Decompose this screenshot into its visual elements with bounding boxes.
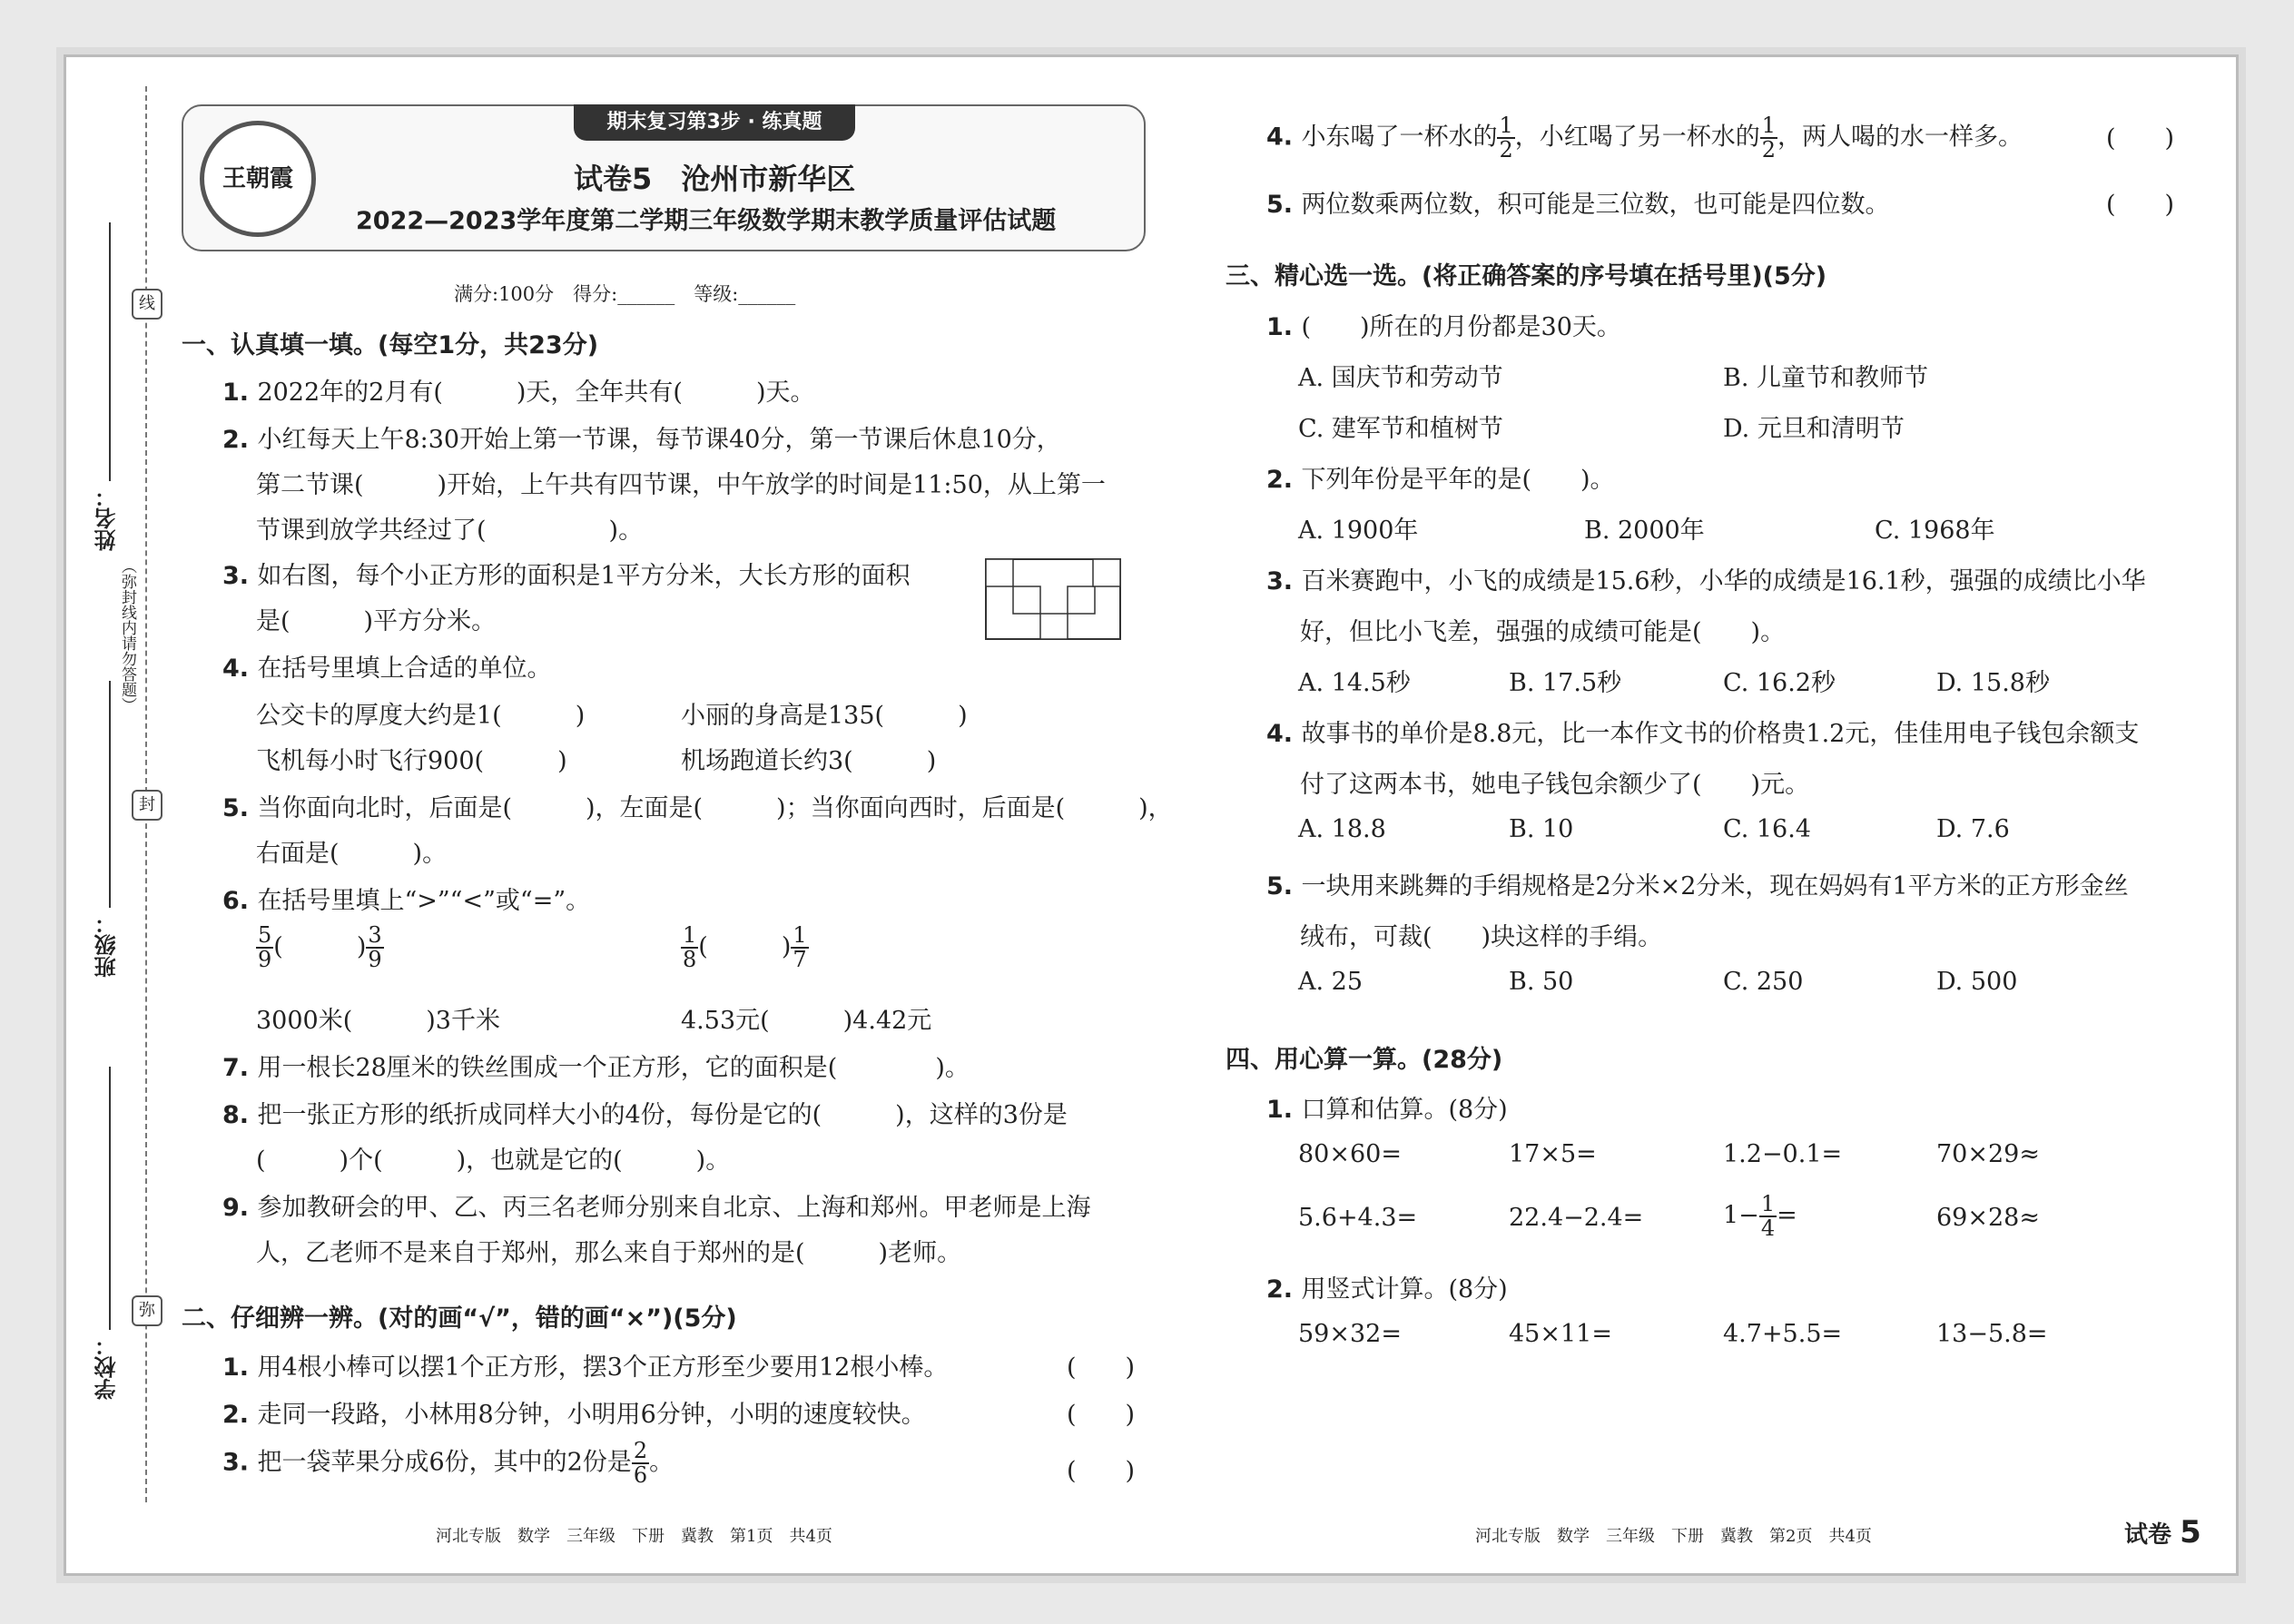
calc-r1c3: 1.2−0.1= <box>1723 1140 1843 1168</box>
s3-q2-optC: C. 1968年 <box>1875 517 1995 545</box>
s3-q5-line1: 一块用来跳舞的手绢规格是2分米×2分米，现在妈妈有1平方米的正方形金丝 <box>1301 872 2129 901</box>
s1-q4d: 机场跑道长约3( ) <box>681 747 937 775</box>
s1-q4b: 小丽的身高是135( ) <box>681 702 968 730</box>
score-line: 满分:100分 得分:______ 等级:______ <box>454 283 796 305</box>
s1-q2-line3: 节课到放学共经过了( )。 <box>256 517 644 545</box>
s3-q1-optD: D. 元旦和清明节 <box>1723 415 1905 443</box>
calc-r1c1: 80×60= <box>1298 1140 1402 1168</box>
calc-r3c3: 4.7+5.5= <box>1723 1320 1843 1348</box>
s3-q5-optC: C. 250 <box>1723 968 1804 996</box>
s3-q4-line1: 故事书的单价是8.8元，比一本作文书的价格贵1.2元，佳佳用电子钱包余额支 <box>1301 720 2140 748</box>
fraction: $\frac{3}{9}$ <box>368 922 382 973</box>
s3-q5-line2: 绒布，可裁( )块这样的手绢。 <box>1300 923 1663 951</box>
s1-q4a: 公交卡的厚度大约是1( ) <box>256 702 586 730</box>
s3-q1-optB: B. 儿童节和教师节 <box>1723 364 1929 392</box>
s3-q2-optB: B. 2000年 <box>1584 517 1705 545</box>
s2-q4-part2: ，小红喝了另一杯水的 <box>1514 123 1760 152</box>
s2-q1-text: 用4根小棒可以摆1个正方形，摆3个正方形至少要用12根小棒。 <box>257 1353 949 1382</box>
s1-q9-line2: 人，乙老师不是来自于郑州，那么来自于郑州的是( )老师。 <box>256 1239 962 1267</box>
s2-q1-paren: ( ) <box>1067 1353 1136 1382</box>
s3-q4: 4. 故事书的单价是8.8元，比一本作文书的价格贵1.2元，佳佳用电子钱包余额支 <box>1266 720 2140 748</box>
binding-char-mi: 弥 <box>132 1295 162 1326</box>
s3-q3-optB: B. 17.5秒 <box>1509 669 1622 697</box>
fraction: $\frac{1}{4}$ <box>1760 1191 1776 1242</box>
s2-q4-part3: ，两人喝的水一样多。 <box>1777 123 2023 152</box>
s1-q6-text: 在括号里填上“>”“<”或“=”。 <box>257 887 591 915</box>
s1-q3-line2: 是( )平方分米。 <box>256 607 497 635</box>
fraction: $\frac{1}{2}$ <box>1761 113 1777 163</box>
binding-char-feng: 封 <box>132 790 162 821</box>
footer-right: 河北专版 数学 三年级 下册 冀教 第2页 共4页 <box>1475 1527 1872 1546</box>
s1-q6a: $\frac{5}{9}$ ( ) $\frac{3}{9}$ <box>258 922 382 973</box>
school-line <box>109 1067 111 1330</box>
s1-q2-line2: 第二节课( )开始，上午共有四节课，中午放学的时间是11:50，从上第一 <box>256 471 1106 499</box>
s4-q1: 1. 口算和估算。(8分) <box>1266 1096 1508 1124</box>
s1-q8: 8. 把一张正方形的纸折成同样大小的4份，每份是它的( )，这样的3份是 <box>222 1101 1068 1129</box>
publisher-logo: 王朝霞 <box>200 121 316 237</box>
s4-q2-text: 用竖式计算。(8分) <box>1301 1275 1508 1304</box>
section4-title: 四、用心算一算。(28分) <box>1226 1046 1503 1074</box>
calc-r2c3: 1− $\frac{1}{4}$ = <box>1723 1191 1797 1242</box>
s4-q2: 2. 用竖式计算。(8分) <box>1266 1275 1508 1304</box>
calc-r3c4: 13−5.8= <box>1936 1320 2048 1348</box>
s1-q5-line1: 当你面向北时，后面是( )，左面是( )；当你面向西时，后面是( )， <box>257 794 1173 822</box>
s1-q1-text: 2022年的2月有( )天，全年共有( )天。 <box>257 379 815 407</box>
s1-q6c: 3000米( )3千米 <box>256 1007 500 1035</box>
s2-q5-text: 两位数乘两位数，积可能是三位数，也可能是四位数。 <box>1301 191 1890 219</box>
s3-q5-optA: A. 25 <box>1298 968 1364 996</box>
s1-q9-line1: 参加教研会的甲、乙、丙三名老师分别来自北京、上海和郑州。甲老师是上海 <box>257 1194 1091 1222</box>
s1-q5: 5. 当你面向北时，后面是( )，左面是( )；当你面向西时，后面是( )， <box>222 794 1173 822</box>
s3-q4-line2: 付了这两本书，她电子钱包余额少了( )元。 <box>1300 771 1810 799</box>
calc-r3c1: 59×32= <box>1298 1320 1402 1348</box>
s1-q6d: 4.53元( )4.42元 <box>681 1007 932 1035</box>
school-label: 学校： <box>94 1334 120 1400</box>
paper-tag <box>2124 1514 2201 1550</box>
name-line <box>109 222 111 481</box>
exam-subtitle: 2022—2023学年度第二学期三年级数学期末教学质量评估试题 <box>356 207 1057 235</box>
s1-q4: 4. 在括号里填上合适的单位。 <box>222 655 552 683</box>
s3-q2-text: 下列年份是平年的是( )。 <box>1301 466 1615 494</box>
s1-q3-line1: 如右图，每个小正方形的面积是1平方分米，大长方形的面积 <box>257 562 911 590</box>
s2-q2-paren: ( ) <box>1067 1401 1136 1429</box>
s1-q5-line2: 右面是( )。 <box>256 840 448 868</box>
s3-q5-optB: B. 50 <box>1509 968 1574 996</box>
calc-r2c4: 69×28≈ <box>1936 1204 2040 1232</box>
s3-q3-line1: 百米赛跑中，小飞的成绩是15.6秒，小华的成绩是16.1秒，强强的成绩比小华 <box>1301 567 2146 595</box>
s1-q3: 3. 如右图，每个小正方形的面积是1平方分米，大长方形的面积 <box>222 562 911 590</box>
calc-r1c2: 17×5= <box>1509 1140 1597 1168</box>
s3-q1-text: ( )所在的月份都是30天。 <box>1301 313 1621 341</box>
calc-r1c4: 70×29≈ <box>1936 1140 2040 1168</box>
rectangle-grid-figure <box>985 558 1121 640</box>
s3-q5: 5. 一块用来跳舞的手绢规格是2分米×2分米，现在妈妈有1平方米的正方形金丝 <box>1266 872 2129 901</box>
exam-header <box>182 104 1146 251</box>
s2-q5-paren: ( ) <box>2106 191 2175 219</box>
s2-q2-text: 走同一段路，小林用8分钟，小明用6分钟，小明的速度较快。 <box>257 1401 926 1429</box>
calc-r2c1: 5.6+4.3= <box>1298 1204 1418 1232</box>
fraction: $\frac{2}{6}$ <box>633 1438 648 1489</box>
s1-q2: 2. 小红每天上午8:30开始上第一节课，每节课40分，第一节课后休息10分， <box>222 426 1061 454</box>
footer-left: 河北专版 数学 三年级 下册 冀教 第1页 共4页 <box>436 1527 832 1546</box>
s2-q4-part1: 小东喝了一杯水的 <box>1301 123 1498 152</box>
class-line <box>109 681 111 908</box>
class-label: 班级： <box>94 912 120 978</box>
s3-q4-optA: A. 18.8 <box>1298 815 1386 843</box>
fraction: $\frac{5}{9}$ <box>258 922 272 973</box>
s1-q6: 6. 在括号里填上“>”“<”或“=”。 <box>222 887 591 915</box>
binding-note: （弥封线内请勿答题） <box>118 558 136 713</box>
s3-q4-optB: B. 10 <box>1509 815 1574 843</box>
s1-q1: 1. 2022年的2月有( )天，全年共有( )天。 <box>222 379 815 407</box>
section1-title: 一、认真填一填。(每空1分，共23分) <box>182 331 599 359</box>
s2-q2: 2. 走同一段路，小林用8分钟，小明用6分钟，小明的速度较快。 <box>222 1401 926 1429</box>
paper-tag-label: 试卷 <box>2124 1521 2172 1549</box>
s1-q4-text: 在括号里填上合适的单位。 <box>257 655 552 683</box>
s3-q3: 3. 百米赛跑中，小飞的成绩是15.6秒，小华的成绩是16.1秒，强强的成绩比小华 <box>1266 567 2146 595</box>
s1-q9: 9. 参加教研会的甲、乙、丙三名老师分别来自北京、上海和郑州。甲老师是上海 <box>222 1194 1091 1222</box>
s2-q1: 1. 用4根小棒可以摆1个正方形，摆3个正方形至少要用12根小棒。 <box>222 1353 949 1382</box>
s3-q2-optA: A. 1900年 <box>1298 517 1419 545</box>
s3-q1-optA: A. 国庆节和劳动节 <box>1298 364 1503 392</box>
fraction: $\frac{1}{7}$ <box>793 922 807 973</box>
s3-q4-optD: D. 7.6 <box>1936 815 2010 843</box>
s2-q5: 5. 两位数乘两位数，积可能是三位数，也可能是四位数。 <box>1266 191 1890 219</box>
s3-q3-line2: 好，但比小飞差，强强的成绩可能是( )。 <box>1300 618 1786 646</box>
s3-q3-optA: A. 14.5秒 <box>1298 669 1411 697</box>
s2-q3-paren: ( ) <box>1067 1457 1136 1485</box>
section2-title: 二、仔细辨一辨。(对的画“√”，错的画“×”)(5分) <box>182 1304 737 1333</box>
s3-q4-optC: C. 16.4 <box>1723 815 1811 843</box>
calc-r2c2: 22.4−2.4= <box>1509 1204 1644 1232</box>
paper-tag-number: 5 <box>2180 1514 2201 1550</box>
s3-q5-optD: D. 500 <box>1936 968 2018 996</box>
s3-q2: 2. 下列年份是平年的是( )。 <box>1266 466 1615 494</box>
name-label: 姓名： <box>94 486 120 551</box>
section3-title: 三、精心选一选。(将正确答案的序号填在括号里)(5分) <box>1226 262 1827 290</box>
s3-q1-optC: C. 建军节和植树节 <box>1298 415 1503 443</box>
s2-q4-paren: ( ) <box>2106 124 2175 153</box>
s1-q8-line2: ( )个( )，也就是它的( )。 <box>256 1147 731 1175</box>
s2-q3-text: 把一袋苹果分成6份，其中的2份是 <box>257 1448 632 1477</box>
s1-q8-line1: 把一张正方形的纸折成同样大小的4份，每份是它的( )，这样的3份是 <box>257 1101 1068 1129</box>
binding-char-xian: 线 <box>132 289 162 320</box>
s4-q1-text: 口算和估算。(8分) <box>1301 1096 1508 1124</box>
fraction: $\frac{1}{8}$ <box>683 922 697 973</box>
s1-q7-text: 用一根长28厘米的铁丝围成一个正方形，它的面积是( )。 <box>257 1054 970 1082</box>
s3-q1: 1. ( )所在的月份都是30天。 <box>1266 313 1621 341</box>
s1-q6b: $\frac{1}{8}$ ( ) $\frac{1}{7}$ <box>683 922 807 973</box>
exam-title: 试卷5 沧州市新华区 <box>574 162 856 196</box>
calc-r3c2: 45×11= <box>1509 1320 1612 1348</box>
s3-q3-optC: C. 16.2秒 <box>1723 669 1836 697</box>
s1-q4c: 飞机每小时飞行900( ) <box>256 747 567 775</box>
s1-q7: 7. 用一根长28厘米的铁丝围成一个正方形，它的面积是( )。 <box>222 1054 970 1082</box>
fraction: $\frac{1}{2}$ <box>1499 113 1513 163</box>
s2-q3: 3. 把一袋苹果分成6份，其中的2份是 $\frac{2}{6}$ 。 <box>222 1438 674 1489</box>
review-step-badge: 期末复习第3步 · 练真题 <box>574 104 855 141</box>
s1-q2-line1: 小红每天上午8:30开始上第一节课，每节课40分，第一节课后休息10分， <box>257 426 1061 454</box>
s2-q4: 4. 小东喝了一杯水的 $\frac{1}{2}$ ，小红喝了另一杯水的 $\frac{1}{2}$ ，两人喝的水一样多。 <box>1266 113 2023 163</box>
s3-q3-optD: D. 15.8秒 <box>1936 669 2050 697</box>
